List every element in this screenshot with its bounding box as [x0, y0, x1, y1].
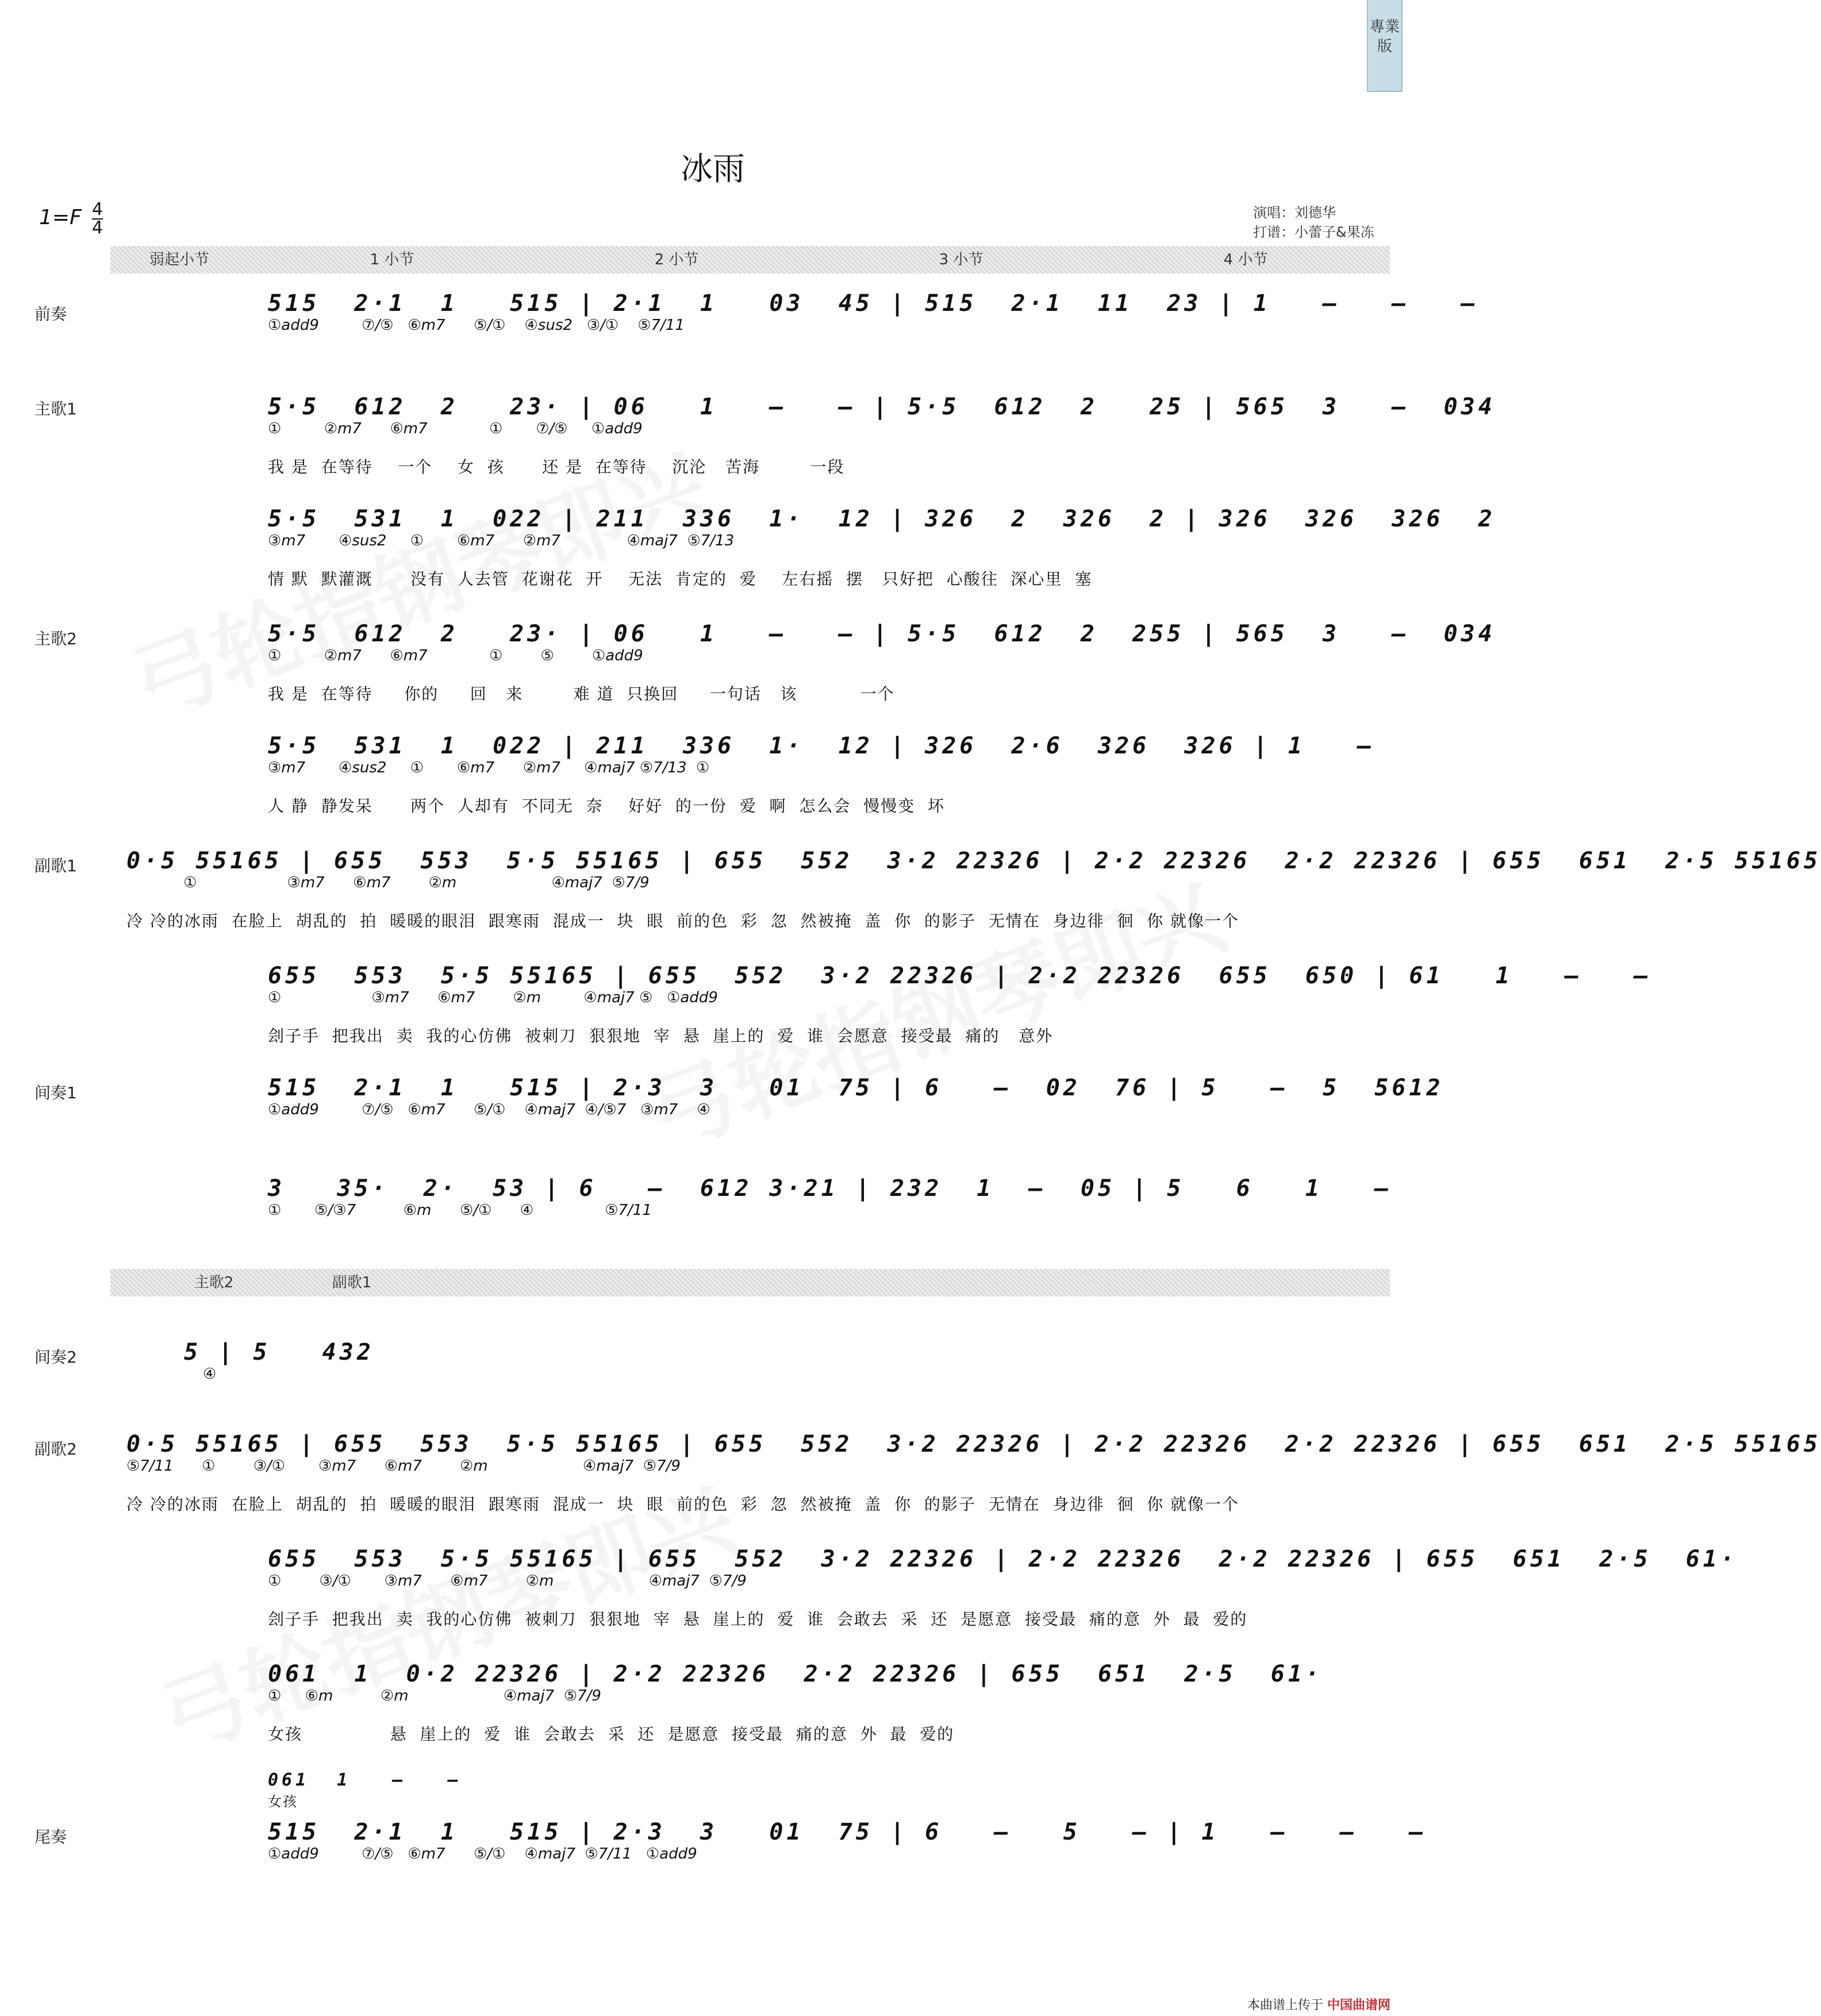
lyric-line: 女孩 [268, 1794, 298, 1810]
score-row [268, 1175, 1390, 1244]
key-signature: 1=F [39, 206, 82, 229]
lyric-line: 冷 冷的冰雨 在脸上 胡乱的 拍 暖暖的眼泪 跟寒雨 混成一 块 眼 前的色 彩 忽 然被掩 盖 你 的影子 无情在 身边徘 徊 你 就像一个 [126, 1495, 1240, 1514]
measure-header-bar [110, 246, 1390, 274]
score-row [268, 621, 1496, 703]
section-header-label: 副歌1 [332, 1274, 372, 1291]
footer [1247, 1995, 1390, 2013]
section-header-label: 主歌2 [194, 1274, 234, 1291]
notes-line: 655 553 5·5 55165 | 655 552 3·2 22326 | 2·2 22326 2·2 22326 | 655 651 2·5 61· [268, 1546, 1738, 1572]
meter-top: 4 [92, 199, 103, 220]
section-header-bar [110, 1269, 1390, 1296]
chord-line: ①add9 ⑦/⑤ ⑥m7 ⑤/① ④maj7 ④/⑤7 ③m7 ④ [268, 1101, 710, 1118]
section-label: 间奏1 [34, 1083, 77, 1102]
notes-line: 5·5 531 1 022 | 211 336 1· 12 | 326 2 326 2 | 326 326 326 2 [268, 506, 1496, 532]
section-label: 副歌1 [34, 856, 77, 875]
lyric-line: 女孩 悬 崖上的 爱 谁 会敢去 采 还 是愿意 接受最 痛的意 外 最 爱的 [268, 1725, 955, 1744]
notes-line: 655 553 5·5 55165 | 655 552 3·2 22326 | 2·2 22326 655 650 | 61 1 – – [268, 963, 1651, 989]
score-row [268, 1661, 1390, 1744]
chord-line: ⑤7/11 ① ③/① ③m7 ⑥m7 ②m ④maj7 ⑤7/9 [126, 1457, 681, 1475]
arranger-credit: 打谱：小蕾子&果冻 [1253, 224, 1374, 240]
notes-line: 5·5 612 2 23· | 06 1 – – | 5·5 612 2 255 | 565 3 – 034 [268, 621, 1496, 647]
chord-line: ③m7 ④sus2 ① ⑥m7 ②m7 ④maj7 ⑤7/13 [268, 532, 735, 549]
notes-line: 515 2·1 1 515 | 2·3 3 01 75 | 6 – 5 – | 1 – – – [268, 1819, 1427, 1845]
chord-line: ① ③/① ③m7 ⑥m7 ②m ④maj7 ⑤7/9 [268, 1572, 747, 1590]
notes-line: 5 | 5 432 [184, 1339, 374, 1365]
score-row [268, 733, 1390, 815]
chord-line: ①add9 ⑦/⑤ ⑥m7 ⑤/① ④maj7 ⑤7/11 ①add9 [268, 1845, 697, 1863]
page-title: 冰雨 [681, 151, 745, 188]
lyric-line: 冷 冷的冰雨 在脸上 胡乱的 拍 暖暖的眼泪 跟寒雨 混成一 块 眼 前的色 彩 忽 然被掩 盖 你 的影子 无情在 身边徘 徊 你 就像一个 [126, 911, 1240, 930]
chord-line: ①add9 ⑦/⑤ ⑥m7 ⑤/① ④sus2 ③/① ⑤7/11 [268, 317, 685, 334]
measure-label: 4 小节 [1223, 251, 1268, 268]
score-row [184, 1339, 471, 1408]
meter-bottom: 4 [92, 218, 103, 238]
score-row [126, 1431, 1821, 1514]
measure-label: 1 小节 [370, 251, 414, 268]
measure-label: 弱起小节 [149, 251, 209, 268]
lyric-line: 刽子手 把我出 卖 我的心仿佛 被刺刀 狠狠地 宰 悬 崖上的 爱 谁 会敢去 采 还 是愿意 接受最 痛的意 外 最 爱的 [268, 1610, 1248, 1629]
notes-line: 061 1 0·2 22326 | 2·2 22326 2·2 22326 | 655 651 2·5 61· [268, 1661, 1323, 1687]
section-label: 副歌2 [34, 1440, 77, 1459]
score-row [268, 1819, 1427, 1888]
time-signature [92, 201, 103, 237]
chord-line: ③m7 ④sus2 ① ⑥m7 ②m7 ④maj7 ⑤7/13 ① [268, 759, 710, 776]
edition-badge: 專業版 [1367, 0, 1403, 92]
lyric-line: 刽子手 把我出 卖 我的心仿佛 被刺刀 狠狠地 宰 悬 崖上的 爱 谁 会愿意 接受最 痛的 意外 [268, 1026, 1054, 1045]
notes-line: 5·5 531 1 022 | 211 336 1· 12 | 326 2·6 326 326 | 1 – [268, 733, 1375, 759]
chord-line: ① ②m7 ⑥m7 ① ⑦/⑤ ①add9 [268, 420, 643, 437]
notes-line: 0·5 55165 | 655 553 5·5 55165 | 655 552 3·2 22326 | 2·2 22326 2·2 22326 | 655 651 2·5 55165 [126, 1431, 1821, 1457]
notes-line: 3 35· 2· 53 | 6 – 612 3·21 | 232 1 – 05 | 5 6 1 – [268, 1175, 1392, 1202]
notes-line: 061 1 – – [268, 1770, 462, 1790]
measure-label: 3 小节 [939, 251, 984, 268]
score-row [268, 963, 1651, 1045]
score-row [268, 290, 1478, 359]
footer-prefix: 本曲谱上传于 [1247, 1998, 1324, 2013]
chord-line: ① ③m7 ⑥m7 ②m ④maj7 ⑤ ①add9 [268, 989, 718, 1006]
score-row [126, 848, 1821, 930]
lyric-line: 人 静 静发呆 两个 人却有 不同无 奈 好好 的一份 爱 啊 怎么会 慢慢变 坏 [268, 797, 945, 815]
section-label: 间奏2 [34, 1348, 77, 1367]
notes-line: 515 2·1 1 515 | 2·1 1 03 45 | 515 2·1 11 23 | 1 – – – [268, 290, 1478, 317]
chord-line: ① ③m7 ⑥m7 ②m ④maj7 ⑤7/9 [126, 874, 650, 891]
chord-line: ① ⑤/③7 ⑥m ⑤/① ④ ⑤7/11 [268, 1202, 652, 1219]
section-label: 主歌1 [34, 399, 77, 418]
notes-line: 0·5 55165 | 655 553 5·5 55165 | 655 552 3·2 22326 | 2·2 22326 2·2 22326 | 655 651 2·5 55165 [126, 848, 1821, 874]
lyric-line: 我 是 在等待 一个 女 孩 还 是 在等待 沉沦 苦海 一段 [268, 457, 845, 476]
chord-line: ① ②m7 ⑥m7 ① ⑤ ①add9 [268, 647, 643, 664]
section-label: 前奏 [34, 305, 67, 324]
footer-brand-logo: 中国曲谱网 [1327, 1998, 1391, 2013]
score-row [268, 394, 1496, 476]
score-row [268, 1546, 1738, 1629]
chord-line: ① ⑥m ②m ④maj7 ⑤7/9 [268, 1687, 601, 1705]
notes-line: 5·5 612 2 23· | 06 1 – – | 5·5 612 2 25 | 565 3 – 034 [268, 394, 1496, 420]
section-label: 尾奏 [34, 1828, 67, 1846]
lyric-line: 情 默 默灌溉 没有 人去管 花谢花 开 无法 肯定的 爱 左右摇 摆 只好把 心酸往 深心里 塞 [268, 570, 1093, 588]
section-label: 主歌2 [34, 629, 77, 648]
singer-credit: 演唱：刘德华 [1253, 205, 1336, 221]
chord-line: ④ [184, 1365, 217, 1383]
lyric-line: 我 是 在等待 你的 回 来 难 道 只换回 一句话 该 一个 [268, 684, 895, 703]
score-row-pickup [268, 1770, 1390, 1810]
measure-label: 2 小节 [654, 251, 699, 268]
score-row [268, 1075, 1444, 1144]
score-row [268, 506, 1496, 588]
notes-line: 515 2·1 1 515 | 2·3 3 01 75 | 6 – 02 76 | 5 – 5 5612 [268, 1075, 1444, 1101]
